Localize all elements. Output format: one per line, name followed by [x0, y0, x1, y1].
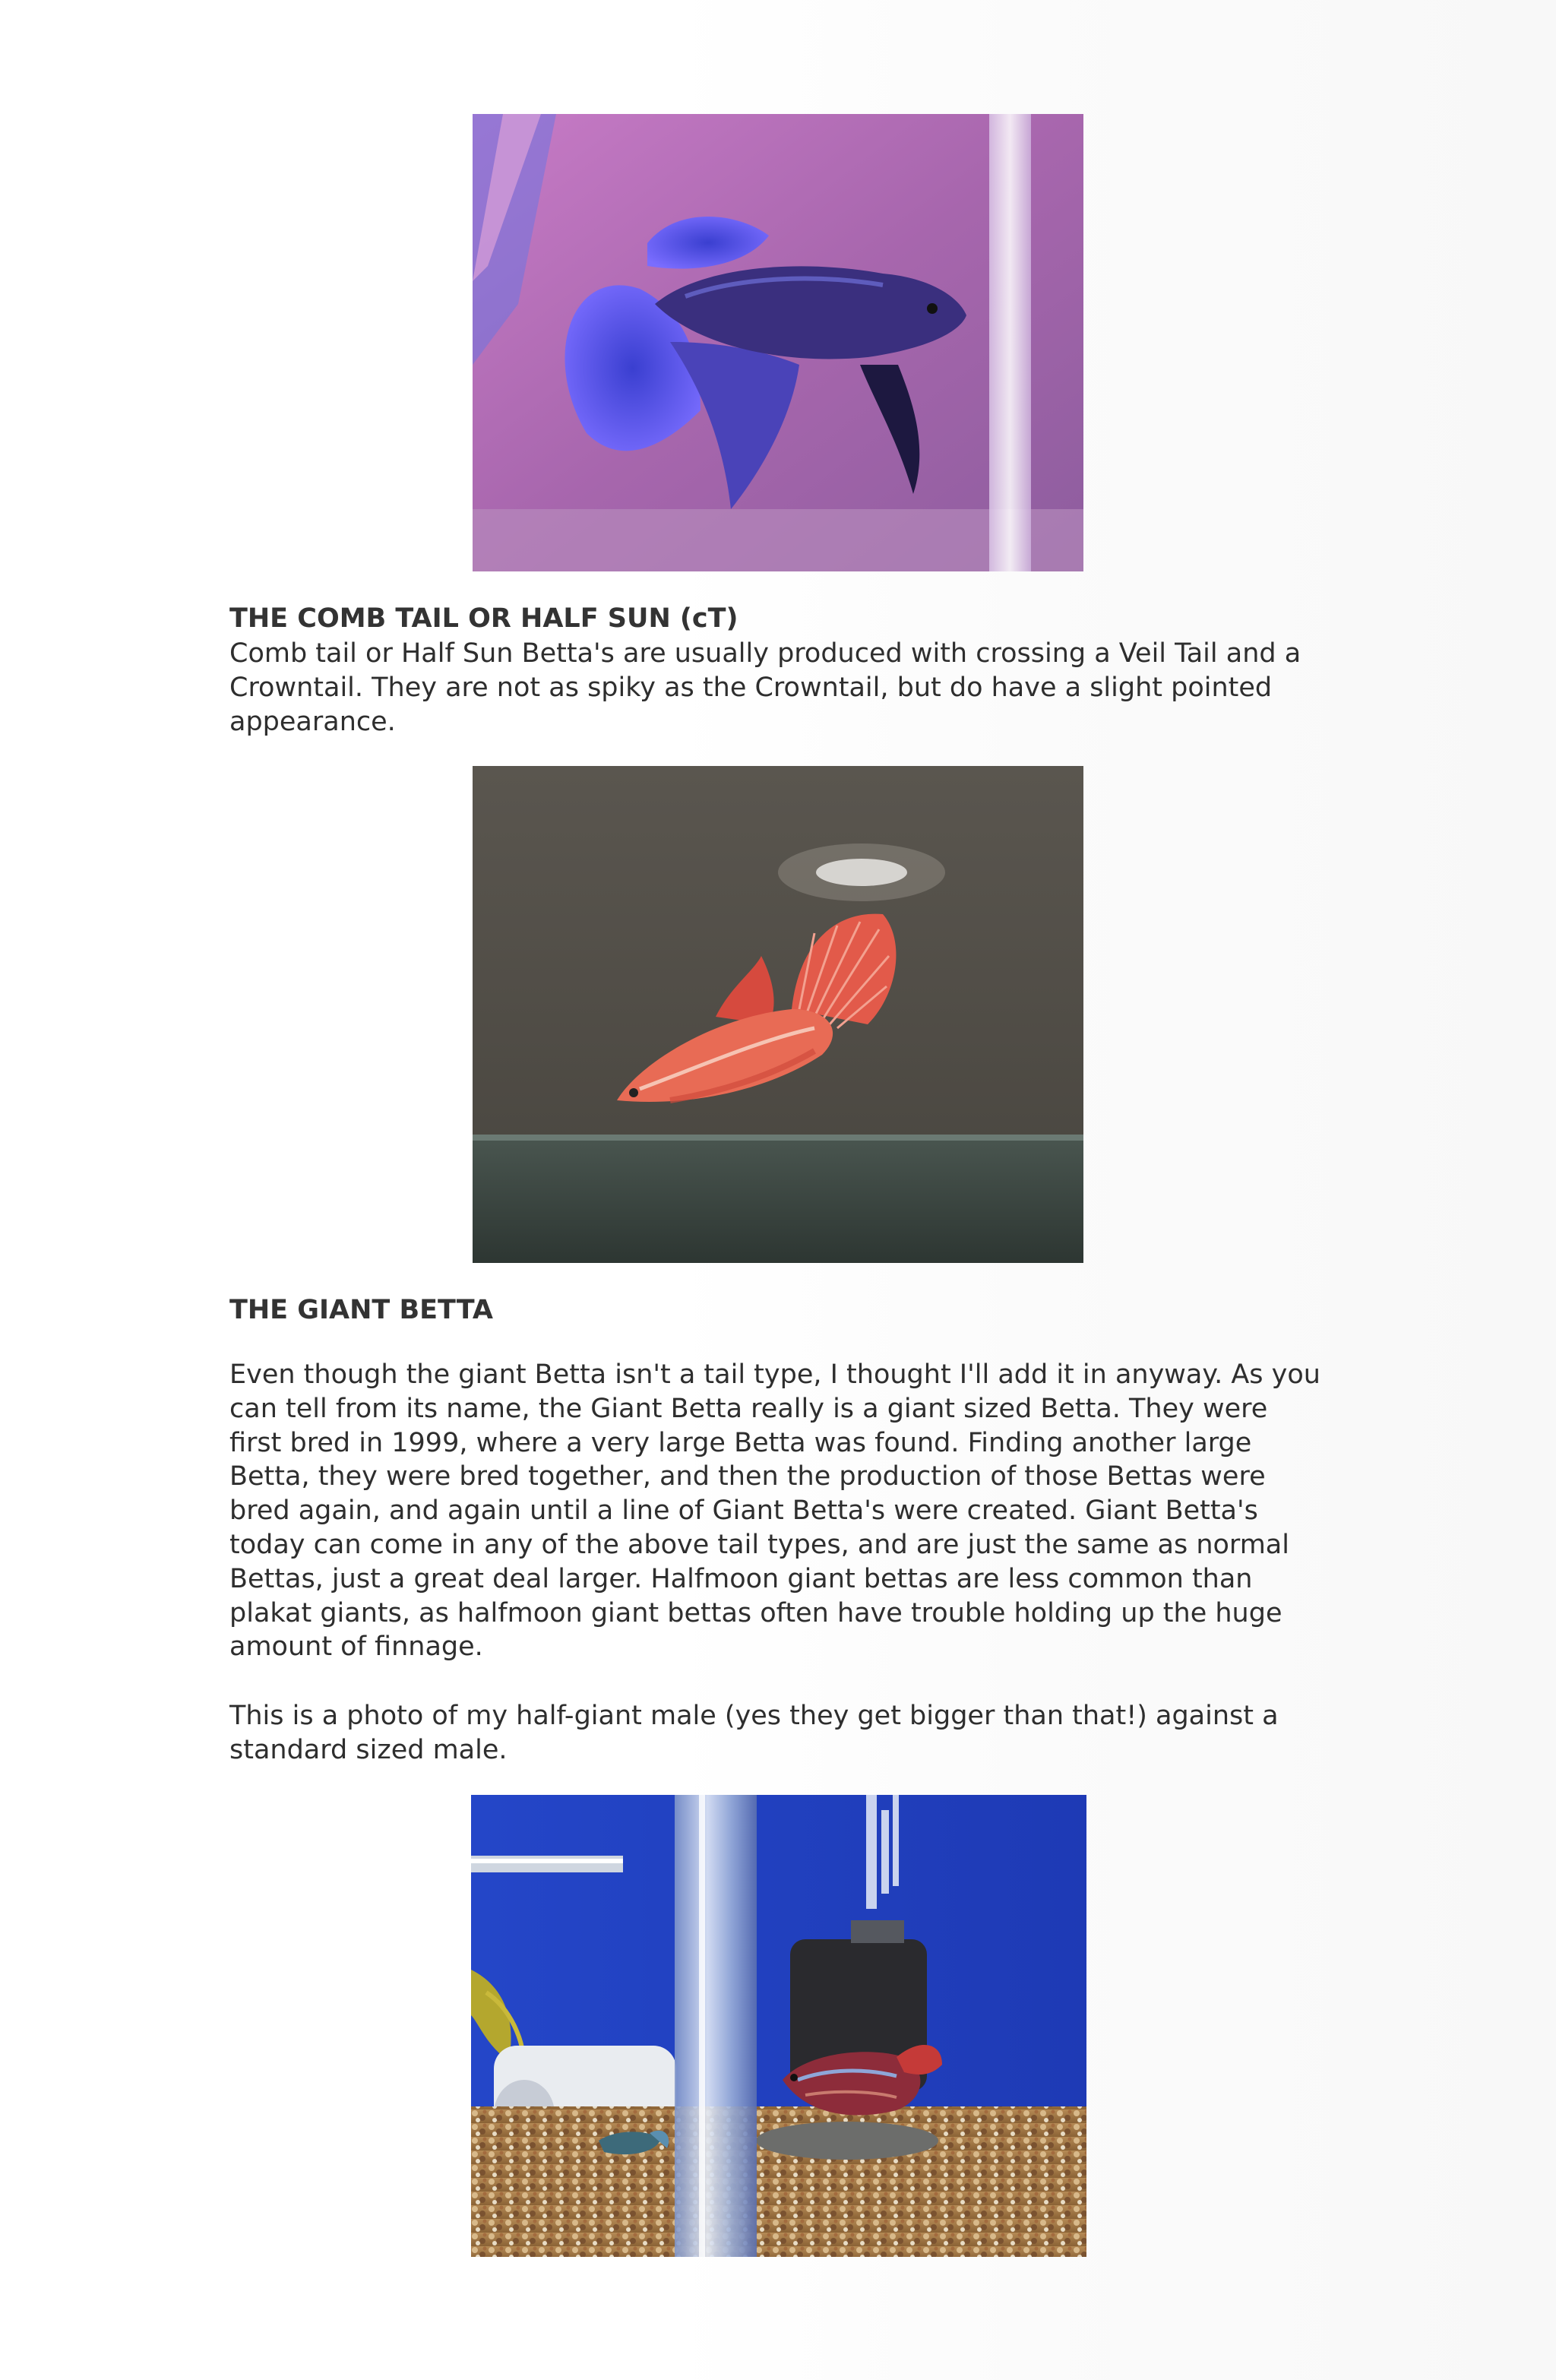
blue-betta-image: [473, 114, 1083, 571]
giant-betta-description: [229, 1358, 1324, 1664]
comb-tail-line-3: appearance.: [229, 706, 396, 737]
giant-betta-heading: THE GIANT BETTA: [229, 1295, 493, 1325]
comb-tail-heading: THE COMB TAIL OR HALF SUN (cT): [229, 603, 738, 634]
giant-betta-line-6: today can come in any of the above tail types, and are just the same as normal: [229, 1529, 1289, 1560]
photo-caption-line-1: This is a photo of my half-giant male (yes they get bigger than that!) against a: [229, 1701, 1279, 1731]
giant-betta-line-4: Betta, they were bred together, and then the production of those Bettas were: [229, 1461, 1266, 1492]
giant-betta-aquarium-image: [471, 1795, 1086, 2257]
comb-tail-line-1: Comb tail or Half Sun Betta's are usually produced with crossing a Veil Tail and a: [229, 638, 1301, 669]
giant-betta-line-5: bred again, and again until a line of Giant Betta's were created. Giant Betta's: [229, 1495, 1258, 1527]
comb-tail-line-2: Crowntail. They are not as spiky as the Crowntail, but do have a slight pointed: [229, 672, 1273, 703]
giant-betta-photo-caption: [229, 1699, 1324, 1768]
giant-betta-line-2: can tell from its name, the Giant Betta really is a giant sized Betta. They were: [229, 1393, 1268, 1424]
red-betta-photo: [473, 766, 1083, 1263]
photo-caption-line-2: standard sized male.: [229, 1734, 508, 1765]
giant-betta-line-7: Bettas, just a great deal larger. Halfmoon giant bettas are less common than: [229, 1563, 1253, 1594]
giant-betta-line-9: amount of finnage.: [229, 1632, 483, 1663]
comb-tail-description: [229, 637, 1324, 739]
giant-betta-line-1: Even though the giant Betta isn't a tail type, I thought I'll add it in anyway. As you: [229, 1359, 1320, 1390]
red-betta-image: [473, 766, 1083, 1263]
blue-betta-photo: [473, 114, 1083, 571]
giant-betta-aquarium-photo: [471, 1795, 1086, 2257]
giant-betta-line-8: plakat giants, as halfmoon giant bettas often have trouble holding up the huge: [229, 1597, 1282, 1628]
giant-betta-line-3: first bred in 1999, where a very large Betta was found. Finding another large: [229, 1427, 1252, 1458]
